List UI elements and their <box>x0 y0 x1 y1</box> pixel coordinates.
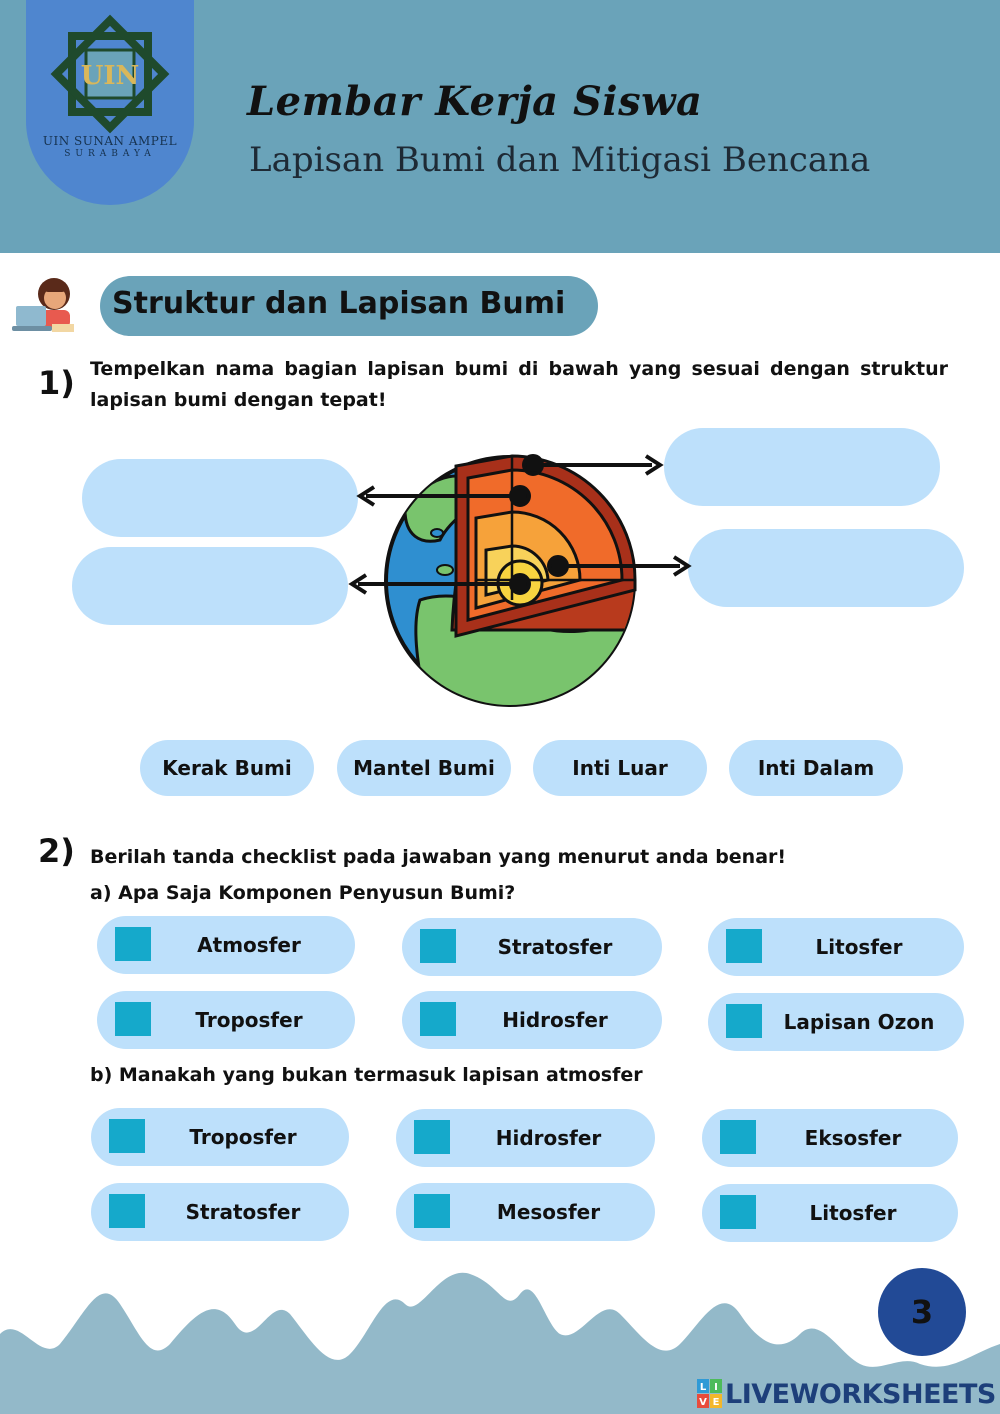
liveworksheets-logo-icon <box>697 1379 723 1409</box>
logo-text-line1: UIN SUNAN AMPEL <box>42 134 178 148</box>
checkbox[interactable] <box>420 1002 456 1036</box>
option-2b-eksosfer[interactable] <box>702 1109 958 1167</box>
brand-badge-letter: I <box>714 1382 718 1393</box>
checkbox[interactable] <box>115 927 151 961</box>
question-2-number: 2) <box>38 832 75 870</box>
checkbox[interactable] <box>420 929 456 963</box>
layer-chip-kerak-bumi[interactable]: Kerak Bumi <box>140 740 314 796</box>
liveworksheets-brand[interactable] <box>697 1377 996 1411</box>
page-title: Lembar Kerja Siswa <box>247 78 703 125</box>
option-2a-troposfer[interactable] <box>97 991 355 1049</box>
logo-text-line2: SURABAYA <box>64 149 156 159</box>
checkbox[interactable] <box>720 1120 756 1154</box>
option-label: Stratosfer <box>185 1200 301 1224</box>
option-label: Hidrosfer <box>495 1126 602 1150</box>
option-label: Eksosfer <box>804 1126 902 1150</box>
option-label: Troposfer <box>195 1008 303 1032</box>
option-2b-hidrosfer[interactable] <box>396 1109 655 1167</box>
checkbox[interactable] <box>109 1194 145 1228</box>
option-label: Litosfer <box>815 935 903 959</box>
option-label: Mesosfer <box>496 1200 601 1224</box>
checkbox[interactable] <box>720 1195 756 1229</box>
option-2b-litosfer[interactable] <box>702 1184 958 1242</box>
university-logo <box>26 0 194 205</box>
question-2b: b) Manakah yang bukan termasuk lapisan atmosfer <box>90 1064 643 1086</box>
option-2a-lapisan-ozon[interactable] <box>708 993 964 1051</box>
question-1-instruction: Tempelkan nama bagian lapisan bumi di bawah yang sesuai dengan struktur lapisan bumi dengan tepat! <box>90 358 948 411</box>
layer-chip-mantel-bumi[interactable]: Mantel Bumi <box>337 740 511 796</box>
question-1-number: 1) <box>38 364 75 402</box>
option-label: Stratosfer <box>497 935 613 959</box>
checkbox[interactable] <box>115 1002 151 1036</box>
option-2b-troposfer[interactable] <box>91 1108 349 1166</box>
brand-text: LIVEWORKSHEETS <box>725 1378 996 1410</box>
header-banner <box>0 0 1000 253</box>
checkbox[interactable] <box>414 1120 450 1154</box>
checkbox[interactable] <box>726 929 762 963</box>
option-label: Hidrosfer <box>502 1008 608 1032</box>
section-title: Struktur dan Lapisan Bumi <box>112 286 566 321</box>
option-label: Troposfer <box>189 1125 297 1149</box>
logo-monogram: UIN <box>80 61 140 91</box>
brand-badge-letter: E <box>712 1397 720 1408</box>
option-2b-mesosfer[interactable] <box>396 1183 655 1241</box>
question-2-instruction: Berilah tanda checklist pada jawaban yang menurut anda benar! <box>90 846 787 868</box>
logo-emblem-icon <box>26 4 194 134</box>
option-label: Litosfer <box>809 1201 897 1225</box>
option-2a-atmosfer[interactable] <box>97 916 355 974</box>
layer-chip-inti-luar[interactable]: Inti Luar <box>533 740 707 796</box>
option-2a-hidrosfer[interactable] <box>402 991 662 1049</box>
option-2a-litosfer[interactable] <box>708 918 964 976</box>
student-laptop-icon <box>12 272 80 340</box>
checkbox[interactable] <box>726 1004 762 1038</box>
question-2a: a) Apa Saja Komponen Penyusun Bumi? <box>90 882 516 904</box>
layer-chip-inti-dalam[interactable]: Inti Dalam <box>729 740 903 796</box>
option-label: Lapisan Ozon <box>783 1010 935 1034</box>
option-label: Atmosfer <box>197 933 301 957</box>
option-2a-stratosfer[interactable] <box>402 918 662 976</box>
earth-layers-diagram <box>0 430 1000 730</box>
option-2b-stratosfer[interactable] <box>91 1183 349 1241</box>
page-subtitle: Lapisan Bumi dan Mitigasi Bencana <box>249 140 871 180</box>
brand-badge-letter: L <box>699 1382 707 1393</box>
brand-badge-letter: V <box>699 1397 707 1408</box>
checkbox[interactable] <box>414 1194 450 1228</box>
page-number: 3 <box>878 1268 966 1356</box>
checkbox[interactable] <box>109 1119 145 1153</box>
